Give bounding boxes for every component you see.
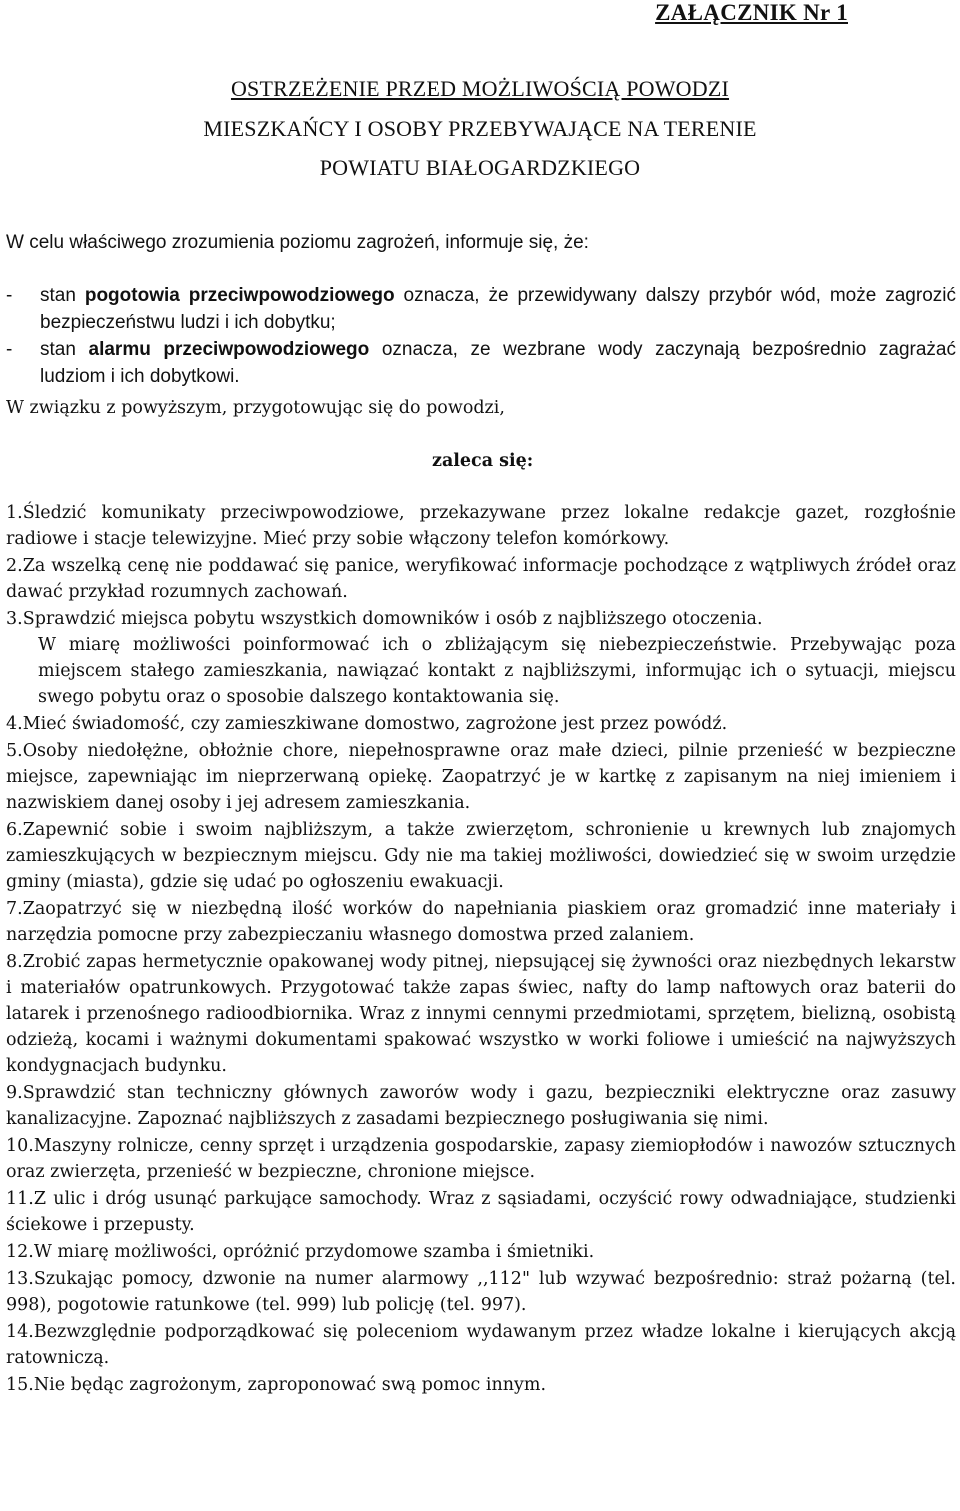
item-number: 11. (6, 1189, 34, 1209)
item-text: W miarę możliwości, opróżnić przydomowe szamba i śmietniki. (33, 1242, 595, 1262)
item-number: 2. (6, 556, 23, 576)
item-text: Zapewnić sobie i swoim najbliższym, a także zwierzętom, schronienie u krewnych lub znajomych zamieszkujących w bezpiecznym miejscu. Gdy nie ma takiej możliwości, dowiedzieć się w swoim urzędzie gminy (miasta), gdzie się udać po ogłoszeniu ewakuacji. (6, 820, 956, 892)
recommendations-list (6, 500, 956, 1399)
item-text: Bezwzględnie podporządkować się poleceniom wydawanym przez władze lokalne i kierujących akcją ratowniczą. (6, 1322, 956, 1368)
intro-paragraph: W celu właściwego zrozumienia poziomu zagrożeń, informuje się, że: (6, 232, 589, 253)
list-item (6, 1080, 956, 1132)
list-item (6, 1186, 956, 1238)
item-number: 13. (6, 1269, 34, 1289)
document-subtitle-line-1: MIESZKAŃCY I OSOBY PRZEBYWAJĄCE NA TERENIE (203, 116, 757, 141)
item-text: Za wszelką cenę nie poddawać się panice, weryfikować informacje pochodzące z wątpliwych źródeł oraz dawać przykład rozumnych zachowań. (6, 556, 956, 602)
list-item (6, 1319, 956, 1371)
alert-level-prefix: stan (40, 285, 85, 306)
item-number: 14. (6, 1322, 34, 1342)
list-item (6, 1133, 956, 1185)
item-number: 12. (6, 1242, 34, 1262)
alert-level-prefix: stan (40, 339, 89, 360)
item-text: Szukając pomocy, dzwonie na numer alarmowy ,,112" lub wzywać bezpośrednio: straż pożarną (tel. 998), pogotowie ratunkowe (tel. 999) lub policję (tel. 997). (6, 1269, 956, 1315)
document-subtitle-line-2: POWIATU BIAŁOGARDZKIEGO (319, 155, 641, 180)
item-text: Mieć świadomość, czy zamieszkiwane domostwo, zagrożone jest przez powódź. (22, 714, 728, 734)
list-item (6, 500, 956, 552)
item-text: Z ulic i dróg usunąć parkujące samochody. Wraz z sąsiadami, oczyścić rowy odwadniające, studzienki ściekowe i przepusty. (6, 1189, 956, 1235)
item-number: 15. (6, 1375, 34, 1395)
alert-level-description: oznacza, ze wezbrane wody zaczynają bezpośrednio zagrażać ludziom i ich dobytkowi. (40, 339, 956, 387)
item-text: Maszyny rolnicze, cenny sprzęt i urządzenia gospodarskie, zapasy ziemiopłodów i nawozów sztucznych oraz zwierzęta, przenieść w bezpieczne, chronione miejsce. (6, 1136, 956, 1182)
item-number: 5. (6, 741, 23, 761)
bullet-dash: - (6, 285, 13, 306)
alert-level-text (40, 282, 956, 336)
item-text: Nie będąc zagrożonym, zaproponować swą pomoc innym. (33, 1375, 547, 1395)
item-number: 4. (6, 714, 23, 734)
list-item (6, 896, 956, 948)
alert-level-item (6, 336, 956, 390)
list-item (6, 711, 956, 737)
list-item (6, 738, 956, 816)
annex-label: ZAŁĄCZNIK Nr 1 (655, 0, 848, 25)
list-item (6, 1239, 956, 1265)
item-number: 3. (6, 609, 23, 629)
item-text: Zaopatrzyć się w niezbędną ilość worków do napełniania piaskiem oraz gromadzić inne materiały i narzędzia pomocne przy zabezpieczaniu własnego domostwa przed zalaniem. (6, 899, 956, 945)
item-text: Sprawdzić miejsca pobytu wszystkich domowników i osób z najbliższego otoczenia. (22, 609, 763, 629)
list-item (6, 817, 956, 895)
alert-level-name: alarmu przeciwpowodziowego (88, 339, 370, 360)
list-item (6, 1266, 956, 1318)
item-number: 8. (6, 952, 23, 972)
item-number: 7. (6, 899, 23, 919)
item-number: 9. (6, 1083, 23, 1103)
alert-levels-list (6, 282, 956, 390)
document-title: OSTRZEŻENIE PRZED MOŻLIWOŚCIĄ POWODZI (230, 76, 730, 101)
item-number: 6. (6, 820, 23, 840)
item-continuation: W miarę możliwości poinformować ich o zbliżającym się niebezpieczeństwie. Przebywając poza miejscem stałego zamieszkania, nawiązać kontakt z najbliższymi, informując ich o sytuacji, miejscu swego pobytu oraz o sposobie dalszego kontaktowania się. (38, 635, 956, 707)
list-item (6, 949, 956, 1079)
list-item (6, 1372, 956, 1398)
item-text: Osoby niedołężne, obłożnie chore, niepełnosprawne oraz małe dzieci, pilnie przenieść w bezpieczne miejsce, zapewniając im nieprzerwaną opiekę. Zaopatrzyć je w kartkę z zapisanym na niej imieniem i nazwiskiem danej osoby i jej adresem zamieszkania. (6, 741, 956, 813)
item-number: 1. (6, 503, 23, 523)
item-text: Zrobić zapas hermetycznie opakowanej wody pitnej, niepsującej się żywności oraz niezbędnych lekarstw i materiałów opatrunkowych. Przygotować także zapas świec, nafty do lamp naftowych oraz baterii do latarek i przenośnego radioodbiornika. Wraz z innymi cennymi przedmiotami, sprzętem, bielizną, osobistą odzieżą, kocami i ważnymi dokumentami spakować wszystko w worki foliowe i umieścić na najwyższych kondygnacjach budynku. (6, 952, 956, 1076)
item-text: Sprawdzić stan techniczny głównych zaworów wody i gazu, bezpieczniki elektryczne oraz zasuwy kanalizacyjne. Zapoznać najbliższych z zasadami bezpiecznego posługiwania się nimi. (6, 1083, 956, 1129)
item-text: Śledzić komunikaty przeciwpowodziowe, przekazywane przez lokalne redakcje gazet, rozgłośnie radiowe i stacje telewizyjne. Mieć przy sobie włączony telefon komórkowy. (6, 503, 956, 549)
alert-level-item (6, 282, 956, 336)
item-number: 10. (6, 1136, 34, 1156)
list-item (6, 606, 956, 710)
alert-level-name: pogotowia przeciwpowodziowego (84, 285, 395, 306)
alert-level-text (40, 336, 956, 390)
list-item (6, 553, 956, 605)
lead-paragraph: W związku z powyższym, przygotowując się do powodzi, (6, 398, 505, 418)
alert-level-description: oznacza, że przewidywany dalszy przybór wód, może zagrozić bezpieczeństwu ludzi i ich dobytku; (40, 285, 956, 333)
recommendations-heading: zaleca się: (432, 451, 534, 471)
bullet-dash: - (6, 339, 13, 360)
